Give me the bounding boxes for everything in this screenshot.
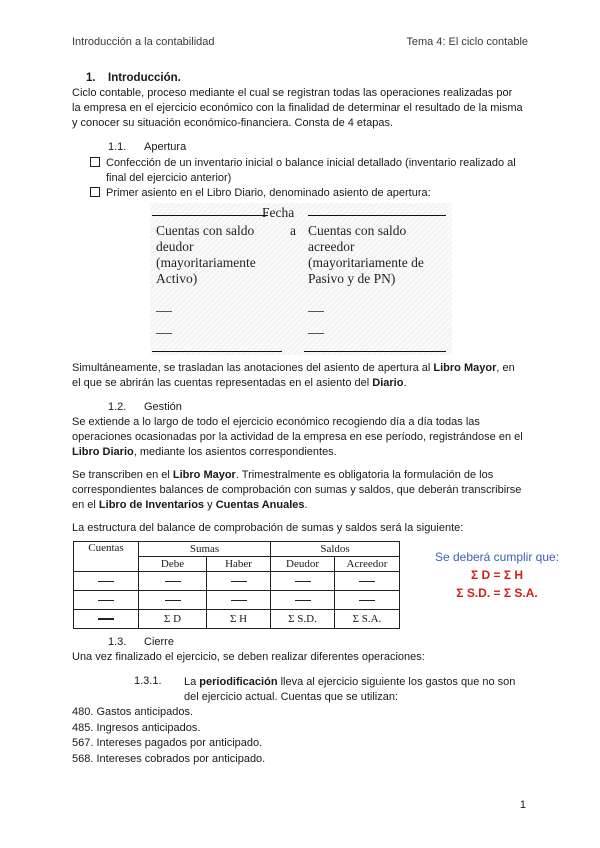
gestion-p2-line-3: en el Libro de Inventarios y Cuentas Anuales. <box>72 499 308 511</box>
condition-eq-1: Σ D = Σ H <box>470 568 524 582</box>
gestion-p2-line-2: correspondientes balances de comprobación con sumas y saldos, que deberán transcribirse <box>72 484 522 496</box>
gestion-p1-line-1: Se extiende a lo largo de todo el ejercicio económico recogiendo día a día todas las <box>72 416 480 428</box>
gestion-p1-line-3: Libro Diario, mediante los asientos correspondientes. <box>72 446 337 458</box>
table-row-totals <box>74 610 400 629</box>
col-header-cuentas: Cuentas <box>74 542 139 572</box>
entry-debit-line-3: (mayoritariamente <box>156 255 256 270</box>
checkbox-bullet-icon <box>90 187 100 197</box>
list-item: 485. Ingresos anticipados. <box>72 721 201 734</box>
entry-rule <box>304 351 446 352</box>
gestion-p1-line-2: operaciones ocasionadas por la actividad de la empresa en ese período, registrándose en el <box>72 431 523 443</box>
entry-credit-line-4: Pasivo y de PN) <box>308 271 396 286</box>
subsection-title-apertura: Apertura <box>144 141 187 153</box>
condition-eq-2: Σ S.D. = Σ S.A. <box>456 586 538 600</box>
list-item: 567. Intereses pagados por anticipado. <box>72 737 263 749</box>
entry-debit-line-4: Activo) <box>156 271 198 286</box>
header-left: Introducción a la contabilidad <box>72 36 215 48</box>
condition-title: Se deberá cumplir que: <box>434 550 560 564</box>
col-header-haber: Haber <box>207 557 271 572</box>
intro-line-3: y conocer su situación económico-financiera. Consta de 4 etapas. <box>72 117 394 129</box>
entry-credit-line-3: (mayoritariamente de <box>308 255 424 270</box>
page-number: 1 <box>519 799 526 811</box>
table-row <box>74 572 400 591</box>
cierre-intro: Una vez finalizado el ejercicio, se deben realizar diferentes operaciones: <box>72 651 425 663</box>
account-list <box>72 705 265 767</box>
entry-a-label: a <box>290 223 296 238</box>
entry-date-label: Fecha <box>262 205 295 220</box>
intro-line-1: Ciclo contable, proceso mediante el cual se registran todas las operaciones realizadas por <box>72 87 513 99</box>
bullet-text: Confección de un inventario inicial o balance inicial detallado (inventario realizado al <box>106 157 516 169</box>
trial-balance-table <box>73 541 400 629</box>
entry-rule <box>308 215 446 216</box>
gestion-p3: La estructura del balance de comprobación de sumas y saldos será la siguiente: <box>72 522 464 534</box>
balance-condition <box>426 550 568 600</box>
entry-rule <box>152 351 282 352</box>
entry-credit-line-2: acreedor <box>308 239 355 254</box>
entry-debit-line-1: Cuentas con saldo <box>156 223 255 238</box>
subsection-title-gestion: Gestión <box>144 401 182 413</box>
subsubsection-number: 1.3.1. <box>134 675 162 687</box>
col-header-deudor: Deudor <box>271 557 335 572</box>
total-acreedor: Σ S.A. <box>335 610 400 629</box>
subsection-number-cierre: 1.3. <box>108 636 127 648</box>
section-number: 1. <box>86 72 96 84</box>
periodificacion-line-2: del ejercicio actual. Cuentas que se utilizan: <box>184 691 399 703</box>
gestion-p2-line-1: Se transcriben en el Libro Mayor. Trimestralmente es obligatoria la formulación de los <box>72 469 494 481</box>
table-row <box>74 591 400 610</box>
entry-credit-line-1: Cuentas con saldo <box>308 223 407 238</box>
after-entry-line-1: Simultáneamente, se trasladan las anotaciones del asiento de apertura al Libro Mayor, en <box>72 362 515 374</box>
bullet-text: Primer asiento en el Libro Diario, denominado asiento de apertura: <box>106 187 431 199</box>
col-header-acreedor: Acreedor <box>335 557 400 572</box>
col-header-debe: Debe <box>139 557 207 572</box>
header-right: Tema 4: El ciclo contable <box>406 36 528 48</box>
bullet-text-continuation: final del ejercicio anterior) <box>106 172 232 184</box>
subsection-title-cierre: Cierre <box>144 636 174 648</box>
entry-rule <box>152 215 268 216</box>
opening-entry-figure <box>150 203 452 355</box>
section-title: Introducción. <box>108 72 181 84</box>
total-haber: Σ H <box>207 610 271 629</box>
entry-dash <box>156 311 172 312</box>
entry-dash <box>308 333 324 334</box>
list-item: 480. Gastos anticipados. <box>72 706 194 718</box>
total-debe: Σ D <box>139 610 207 629</box>
entry-debit-line-2: deudor <box>156 239 194 254</box>
entry-dash <box>156 333 172 334</box>
bullet-item <box>90 186 431 201</box>
list-item: 568. Intereses cobrados por anticipado. <box>72 752 266 765</box>
checkbox-bullet-icon <box>90 157 100 167</box>
total-deudor: Σ S.D. <box>271 610 335 629</box>
after-entry-line-2: el que se abrirán las cuentas representadas en el asiento del Diario. <box>72 377 407 389</box>
col-header-saldos: Saldos <box>271 542 400 557</box>
subsection-number-gestion: 1.2. <box>108 401 127 413</box>
intro-line-2: la empresa en el ejercicio económico con la finalidad de determinar el resultado de la misma <box>72 102 523 114</box>
periodificacion-line-1: La periodificación lleva al ejercicio siguiente los gastos que no son <box>184 676 516 688</box>
bullet-item <box>90 156 516 171</box>
subsection-number-apertura: 1.1. <box>108 141 127 153</box>
col-header-sumas: Sumas <box>139 542 271 557</box>
entry-dash <box>308 311 324 312</box>
